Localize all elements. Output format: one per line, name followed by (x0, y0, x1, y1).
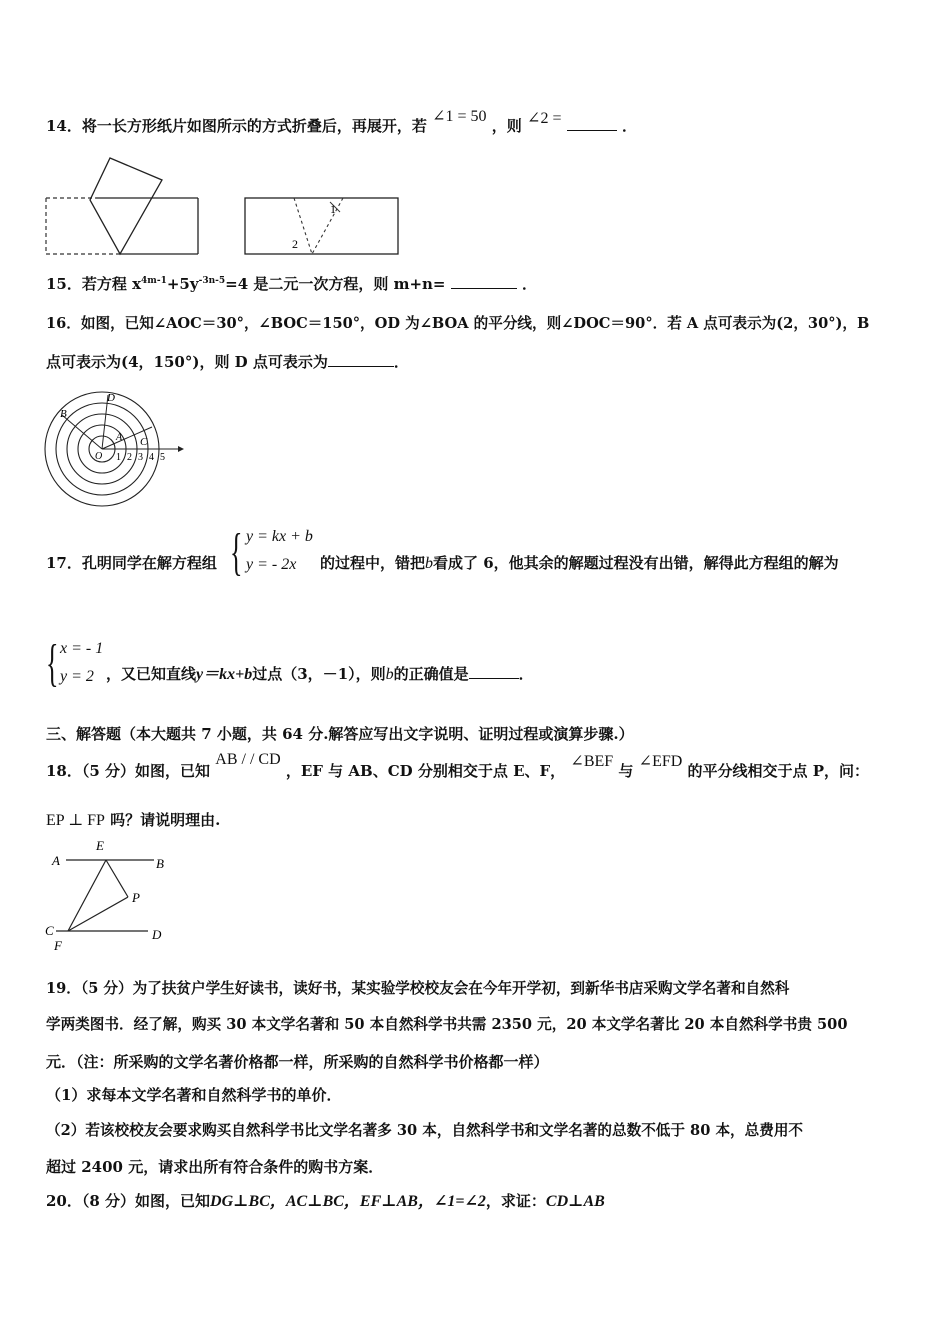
q17-text-a: 17．孔明同学在解方程组 (46, 554, 217, 572)
q17-text-b: 的过程中，错把 (320, 554, 426, 572)
q15-text-a: 15．若方程 x (46, 275, 142, 293)
q20-text (46, 1191, 605, 1212)
q17-system2-brace: { (46, 635, 59, 692)
q19-line3: 元．（注：所采购的文学名著价格都一样，所采购的自然科学书价格都一样） (46, 1053, 549, 1071)
q17-text-d: ，又已知直线 (106, 665, 197, 683)
section3-title: 三、解答题（本大题共 7 小题，共 64 分.解答应写出文字说明、证明过程或演算步骤.） (46, 725, 634, 743)
q14-text-b: ，则 (491, 117, 522, 135)
q15-exp1: 4m-1 (141, 276, 167, 286)
q19-line4: （1）求每本文学名著和自然科学书的单价． (46, 1086, 342, 1104)
q16-fig-tick-5: 5 (160, 452, 165, 463)
q16-polar-figure (40, 385, 190, 510)
q20-cond: DG⊥BC，AC⊥BC，EF⊥AB，∠1=∠2 (210, 1193, 486, 1210)
q16-fig-D: D (107, 392, 115, 404)
q17-text-rest (320, 553, 839, 574)
q16-fig-tick-4: 4 (149, 452, 154, 463)
q16-fig-A: A (116, 432, 123, 443)
q18-fig-E: E (96, 838, 104, 853)
q16-fig-tick-2: 2 (127, 452, 132, 463)
q14-end: ． (621, 117, 637, 135)
q16-fig-tick-3: 3 (138, 452, 143, 463)
q19-line2: 学两类图书．经了解，购买 30 本文学名著和 50 本自然科学书共需 2350 元，20 本文学名著比 20 本自然科学书贵 500 (46, 1016, 848, 1033)
q17-text-c: 看成了 6，他其余的解题过程没有出错，解得此方程组的解为 (433, 554, 839, 572)
q15-end: ． (521, 275, 537, 293)
q15-exp2: -3n-5 (198, 276, 226, 286)
q14-text-a: 14．将一长方形纸片如图所示的方式折叠后，再展开，若 (46, 117, 427, 135)
q16-fig-tick-1: 1 (116, 452, 121, 463)
q17-line-eq: y＝kx+b (196, 666, 253, 683)
q16-fig-B: B (60, 408, 67, 420)
q15-answer-blank (451, 274, 517, 289)
q19-line1: 19．（5 分）为了扶贫户学生好读书，读好书，某实验学校校友会在今年开学初，到新华书店采购文学名著和自然科 (46, 980, 790, 997)
q18-line2 (46, 810, 220, 831)
q16-fig-O: O (95, 451, 103, 462)
q18-angle-efd: ∠EFD (638, 753, 683, 770)
q18-fig-B: B (156, 856, 164, 871)
q15-text-b: +5y (166, 275, 199, 293)
q16-line1: 16．如图，已知∠AOC＝30°，∠BOC＝150°，OD 为∠BOA 的平分线，则∠DOC＝90°．若 A 点可表示为(2，30°)，B (46, 315, 870, 332)
q17-answer-blank (469, 664, 519, 679)
q17-end: ． (518, 665, 534, 683)
q18-figure (42, 835, 177, 955)
q18-fig-C: C (45, 923, 54, 938)
q16-line2b: ． (393, 353, 409, 371)
q17-b1: b (425, 555, 434, 572)
q17-system2-eq1: x = - 1 (60, 640, 104, 657)
q20-text-b: ，求证： (485, 1192, 546, 1210)
q14-answer-blank (567, 116, 617, 131)
q15-text-c: =4 是二元一次方程，则 m+n= (225, 275, 446, 293)
q14-angle2: ∠2 = (527, 110, 562, 127)
q18-text-c: 与 (618, 762, 634, 780)
q14-text (46, 108, 637, 137)
q18-parallel: AB / / CD (215, 751, 281, 768)
q18-perp: EP ⊥ FP (46, 812, 105, 829)
q18-fig-A: A (52, 853, 60, 868)
q16-line2a: 点可表示为(4，150°)，则 D 点可表示为 (46, 353, 328, 371)
q17-b2: b (385, 666, 394, 683)
q18-text-d: 的平分线相交于点 P，问： (687, 762, 870, 780)
q14-angle1: ∠1 = 50 (432, 108, 487, 125)
q16-answer-blank (328, 352, 394, 367)
q18-fig-F: F (54, 938, 62, 953)
q16-fig-C: C (140, 436, 148, 448)
q17-text-2 (106, 664, 534, 685)
q16-line2 (46, 352, 409, 372)
q18-fig-P: P (132, 890, 140, 905)
q17-system1-brace: { (230, 524, 243, 581)
q20-goal: CD⊥AB (545, 1193, 605, 1210)
q14-figure (40, 150, 410, 260)
q14-fig-label-2: 2 (292, 237, 298, 251)
q19-line5: （2）若该校校友会要求购买自然科学书比文学名著多 30 本，自然科学书和文学名著的总数不低于 80 本，总费用不 (46, 1122, 804, 1139)
q18-angle-bef: ∠BEF (570, 753, 614, 770)
q17-system2-eq2: y = 2 (60, 668, 94, 685)
q17-system1-eq2: y = - 2x (246, 556, 297, 573)
q18-text-e: 吗？请说明理由. (110, 811, 221, 829)
q17-text-e: 过点（3，－1），则 (252, 665, 386, 683)
q20-text-a: 20．（8 分）如图，已知 (46, 1192, 211, 1210)
q15-text (46, 271, 537, 294)
q17-text-f: 的正确值是 (393, 665, 469, 683)
q17-system1-eq1: y = kx + b (246, 528, 313, 545)
q18-text-a: 18．（5 分）如图，已知 (46, 762, 211, 780)
q18-text-b: ，EF 与 AB、CD 分别相交于点 E、F， (285, 762, 566, 780)
q19-line6: 超过 2400 元，请求出所有符合条件的购书方案． (46, 1158, 384, 1176)
q14-fig-label-1: 1 (330, 202, 336, 216)
q18-fig-D: D (152, 927, 162, 942)
q18-line1 (46, 751, 870, 782)
